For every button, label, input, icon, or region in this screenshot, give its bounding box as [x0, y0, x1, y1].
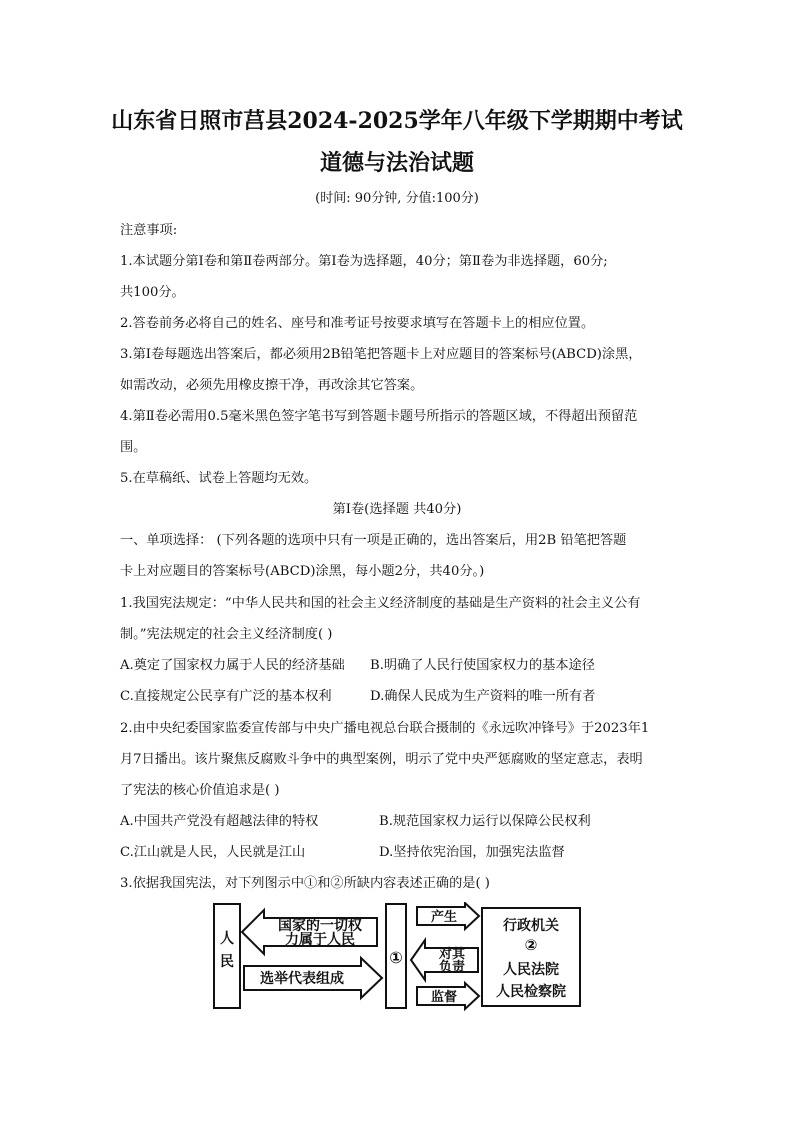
note-2: 2.答卷前务必将自己的姓名、座号和准考证号按要求填写在答题卡上的相应位置。: [120, 316, 595, 331]
arrow-supervise-label: 监督: [430, 990, 458, 1005]
arrow-elect-label: 选举代表组成: [260, 971, 344, 987]
q1-option-b: B.明确了人民行使国家权力的基本途径: [370, 658, 595, 673]
notes-heading: 注意事项:: [120, 223, 178, 238]
q2-option-a: A.中国共产党没有超越法律的特权: [120, 814, 319, 829]
box-blank-2: ②: [524, 936, 538, 954]
q3-stem: 3.依据我国宪法，对下列图示中①和②所缺内容表述正确的是( ): [120, 876, 490, 891]
q2-stem-c: 了宪法的核心价值追求是( ): [120, 783, 280, 798]
q2-stem-a: 2.由中央纪委国家监委宣传部与中央广播电视总台联合摄制的《永远吹冲锋号》于2023年1: [120, 721, 650, 736]
q1-stem-a: 1.我国宪法规定：“中华人民共和国的社会主义经济制度的基础是生产资料的社会主义公有: [120, 596, 641, 611]
q2-option-d: D.坚持依宪治国，加强宪法监督: [379, 845, 565, 860]
exam-title-line2: 道德与法治试题: [319, 150, 474, 176]
people-label-char2: 民: [220, 954, 234, 970]
note-1a: 1.本试题分第Ⅰ卷和第Ⅱ卷两部分。第Ⅰ卷为选择题，40分；第Ⅱ卷为非选择题，60分;: [120, 254, 608, 269]
q1-option-d: D.确保人民成为生产资料的唯一所有者: [370, 689, 596, 704]
note-5: 5.在草稿纸、试卷上答题均无效。: [120, 471, 318, 486]
arrow-power-line1: 国家的一切权: [278, 918, 362, 934]
box-admin-organs: 行政机关: [503, 918, 559, 934]
exam-title-line1: 山东省日照市莒县2024-2025学年八年级下学期期中考试: [111, 108, 683, 134]
q1-option-a: A.奠定了国家权力属于人民的经济基础: [120, 658, 345, 673]
state-power-diagram: [212, 902, 592, 1012]
q2-option-b: B.规范国家权力运行以保障公民权利: [379, 814, 591, 829]
arrow-responsible-line2: 负责: [438, 960, 466, 975]
arrow-responsible-line1: 对其: [438, 947, 466, 962]
section-title: 第Ⅰ卷(选择题 共40分): [332, 502, 462, 517]
section-instruction-b: 卡上对应题目的答案标号(ABCD)涂黑，每小题2分，共40分。): [120, 564, 485, 579]
note-4b: 围。: [120, 440, 147, 455]
note-3b: 如需改动，必须先用橡皮擦干净，再改涂其它答案。: [120, 378, 424, 393]
note-3a: 3.第Ⅰ卷每题选出答案后，都必须用2B铅笔把答题卡上对应题目的答案标号(ABCD)涂黑，: [120, 347, 642, 362]
q1-option-c: C.直接规定公民享有广泛的基本权利: [120, 689, 332, 704]
arrow-produce-label: 产生: [430, 910, 458, 925]
box-peoples-court: 人民法院: [503, 962, 559, 978]
q2-option-c: C.江山就是人民，人民就是江山: [120, 845, 306, 860]
arrow-power-line2: 力属于人民: [285, 932, 355, 948]
box-procuratorate: 人民检察院: [496, 984, 566, 1000]
q1-stem-b: 制。”宪法规定的社会主义经济制度( ): [120, 627, 333, 642]
organ-1-blank: ①: [389, 948, 403, 967]
note-1b: 共100分。: [120, 285, 185, 300]
note-4a: 4.第Ⅱ卷必需用0.5毫米黑色签字笔书写到答题卡题号所指示的答题区域，不得超出预留范: [120, 409, 638, 424]
q2-stem-b: 月7日播出。该片聚焦反腐败斗争中的典型案例，明示了党中央严惩腐败的坚定意志，表明: [120, 752, 643, 767]
exam-meta: (时间: 90分钟, 分值:100分): [315, 191, 479, 206]
section-instruction-a: 一、单项选择： (下列各题的选项中只有一项是正确的，选出答案后，用2B 铅笔把答题: [120, 533, 627, 548]
people-label-char1: 人: [220, 931, 234, 947]
